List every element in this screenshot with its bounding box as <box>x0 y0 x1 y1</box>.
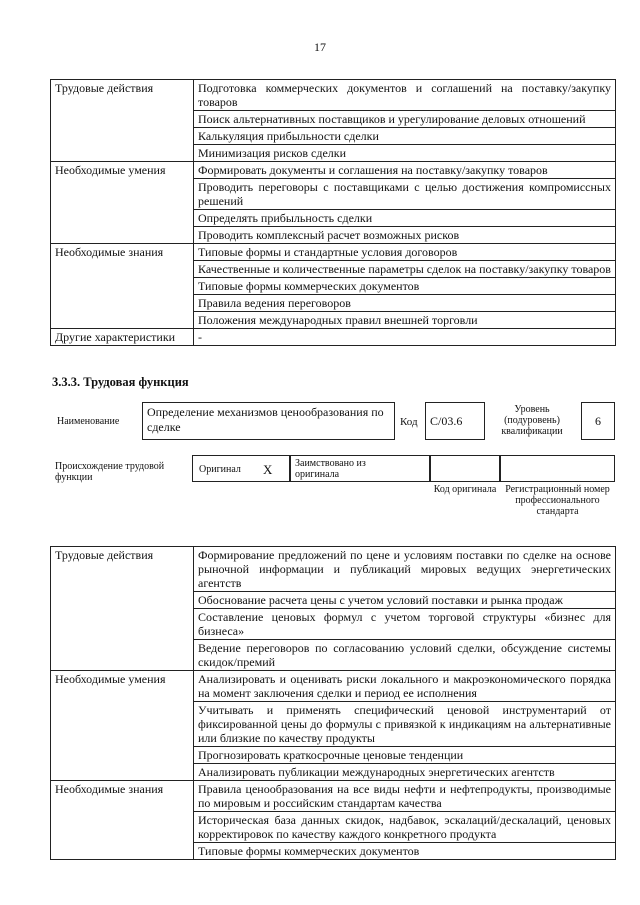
table-row <box>51 162 616 179</box>
row-item: Калькуляция прибыльности сделки <box>194 128 616 145</box>
row-item: Проводить переговоры с поставщиками с целью достижения компромиссных решений <box>194 179 616 210</box>
table-row <box>51 547 616 592</box>
row-item: Ведение переговоров по согласованию условий сделки, обсуждение системы скидок/премий <box>194 640 616 671</box>
code-label: Код <box>400 416 418 428</box>
row-item: Историческая база данных скидок, надбавок, эскалаций/дескалаций, ценовых корректировок по качеству каждого конкретного продукта <box>194 812 616 843</box>
row-item: Анализировать публикации международных энергетических агентств <box>194 764 616 781</box>
work-function-table-1 <box>50 79 616 346</box>
reg-number-label: Регистрационный номер профессионального стандарта <box>505 484 610 517</box>
row-group-label: Необходимые знания <box>51 244 194 329</box>
row-item: Составление ценовых формул с учетом торговой структуры «бизнес для бизнеса» <box>194 609 616 640</box>
row-group-label: Другие характеристики <box>51 329 194 346</box>
code-value: C/03.6 <box>425 402 485 440</box>
row-group-label: Необходимые знания <box>51 781 194 860</box>
row-group-label: Трудовые действия <box>51 547 194 671</box>
table-row <box>51 80 616 111</box>
row-group-label: Трудовые действия <box>51 80 194 162</box>
table-row <box>51 781 616 812</box>
code-original-label: Код оригинала <box>433 484 497 495</box>
row-item: Типовые формы коммерческих документов <box>194 843 616 860</box>
row-item: Анализировать и оценивать риски локального и макроэкономического порядка на момент заключения сделки и период ее исполнения <box>194 671 616 702</box>
level-label: Уровень (подуровень) квалификации <box>501 404 563 437</box>
row-item: - <box>194 329 616 346</box>
row-item: Типовые формы и стандартные условия договоров <box>194 244 616 261</box>
original-box <box>192 455 290 482</box>
row-item: Положения международных правил внешней торговли <box>194 312 616 329</box>
table-row <box>51 671 616 702</box>
row-item: Определять прибыльность сделки <box>194 210 616 227</box>
origin-label: Происхождение трудовой функции <box>55 461 165 483</box>
level-value: 6 <box>581 402 615 440</box>
borrowed-label: Заимствовано из оригинала <box>295 458 366 480</box>
row-item: Обоснование расчета цены с учетом условий поставки и рынка продаж <box>194 592 616 609</box>
row-item: Правила ведения переговоров <box>194 295 616 312</box>
row-group-label: Необходимые умения <box>51 162 194 244</box>
table-row <box>51 244 616 261</box>
row-item: Проводить комплексный расчет возможных рисков <box>194 227 616 244</box>
row-item: Качественные и количественные параметры сделок на поставку/закупку товаров <box>194 261 616 278</box>
row-item: Подготовка коммерческих документов и соглашений на поставку/закупку товаров <box>194 80 616 111</box>
borrowed-box <box>290 455 430 482</box>
row-item: Прогнозировать краткосрочные ценовые тенденции <box>194 747 616 764</box>
row-item: Минимизация рисков сделки <box>194 145 616 162</box>
row-item: Формировать документы и соглашения на поставку/закупку товаров <box>194 162 616 179</box>
original-label: Оригинал <box>199 464 241 475</box>
work-function-table-2 <box>50 546 616 860</box>
name-label: Наименование <box>57 416 120 427</box>
row-group-label: Необходимые умения <box>51 671 194 781</box>
row-item: Типовые формы коммерческих документов <box>194 278 616 295</box>
reg-number-box <box>500 455 615 482</box>
page-number: 17 <box>314 40 326 54</box>
original-mark: X <box>263 462 273 477</box>
row-item: Формирование предложений по цене и условиям поставки по сделке на основе рыночной информации и публикаций мировых ведущих энергетических агентств <box>194 547 616 592</box>
section-heading: 3.3.3. Трудовая функция <box>52 375 189 389</box>
row-item: Поиск альтернативных поставщиков и урегулирование деловых отношений <box>194 111 616 128</box>
row-item: Правила ценообразования на все виды нефти и нефтепродукты, производимые по мировым и российским стандартам качества <box>194 781 616 812</box>
row-item: Учитывать и применять специфический ценовой инструментарий от фиксированной цены до формулы с привязкой к индикациям на альтернативные или близкие по качеству продукты <box>194 702 616 747</box>
name-value: Определение механизмов ценообразования по сделке <box>142 402 395 440</box>
code-original-box <box>430 455 500 482</box>
table-row <box>51 329 616 346</box>
